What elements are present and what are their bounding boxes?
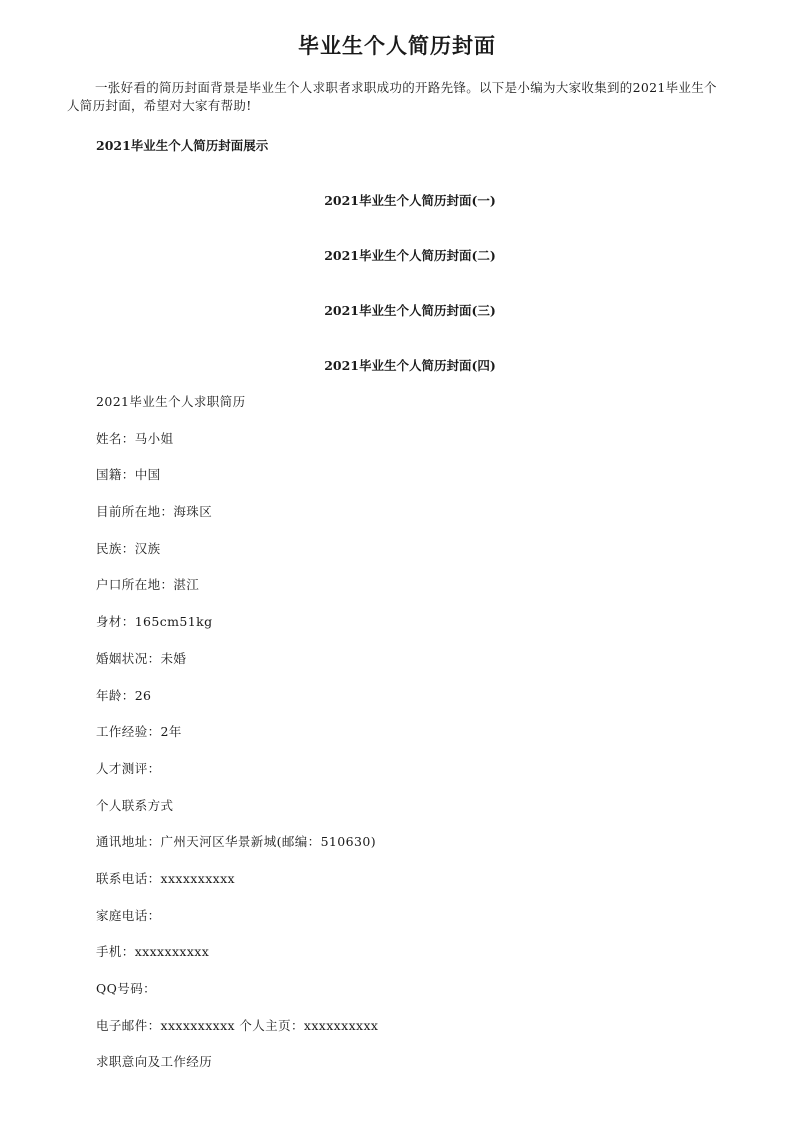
cover-title-1: 2021毕业生个人简历封面(一)	[324, 193, 496, 208]
resume-experience: 工作经验：2年	[96, 724, 182, 740]
resume-email-homepage: 电子邮件：xxxxxxxxxx 个人主页：xxxxxxxxxx	[96, 1017, 379, 1033]
resume-qq: QQ号码：	[96, 981, 156, 996]
cover-title-4: 2021毕业生个人简历封面(四)	[324, 358, 496, 373]
resume-address: 通讯地址：广州天河区华景新城(邮编：510630)	[96, 834, 376, 850]
resume-physique: 身材：165cm51kg	[96, 614, 213, 630]
page-title: 毕业生个人简历封面	[298, 34, 496, 58]
resume-name: 姓名：马小姐	[96, 430, 174, 446]
resume-current-location: 目前所在地：海珠区	[96, 504, 213, 520]
resume-hukou: 户口所在地：湛江	[96, 577, 200, 593]
resume-talent-assessment: 人才测评：	[96, 760, 161, 776]
resume-age: 年龄：26	[96, 687, 152, 703]
cover-title-3: 2021毕业生个人简历封面(三)	[324, 303, 496, 318]
resume-job-intent-heading: 求职意向及工作经历	[96, 1054, 213, 1070]
resume-marital-status: 婚姻状况：未婚	[96, 650, 187, 666]
resume-contact-heading: 个人联系方式	[96, 797, 174, 813]
resume-mobile: 手机：xxxxxxxxxx	[96, 944, 210, 960]
cover-title-2: 2021毕业生个人简历封面(二)	[324, 248, 496, 263]
resume-nationality: 国籍：中国	[96, 467, 161, 483]
resume-home-phone: 家庭电话：	[96, 907, 161, 923]
resume-ethnicity: 民族：汉族	[96, 540, 161, 556]
intro-paragraph: 一张好看的简历封面背景是毕业生个人求职者求职成功的开路先锋。以下是小编为大家收集到的2021毕业生个人简历封面，希望对大家有帮助!	[67, 80, 717, 113]
resume-phone: 联系电话：xxxxxxxxxx	[96, 870, 235, 886]
resume-heading: 2021毕业生个人求职简历	[96, 394, 246, 409]
resume-details	[96, 393, 378, 1090]
section-heading: 2021毕业生个人简历封面展示	[96, 138, 269, 153]
